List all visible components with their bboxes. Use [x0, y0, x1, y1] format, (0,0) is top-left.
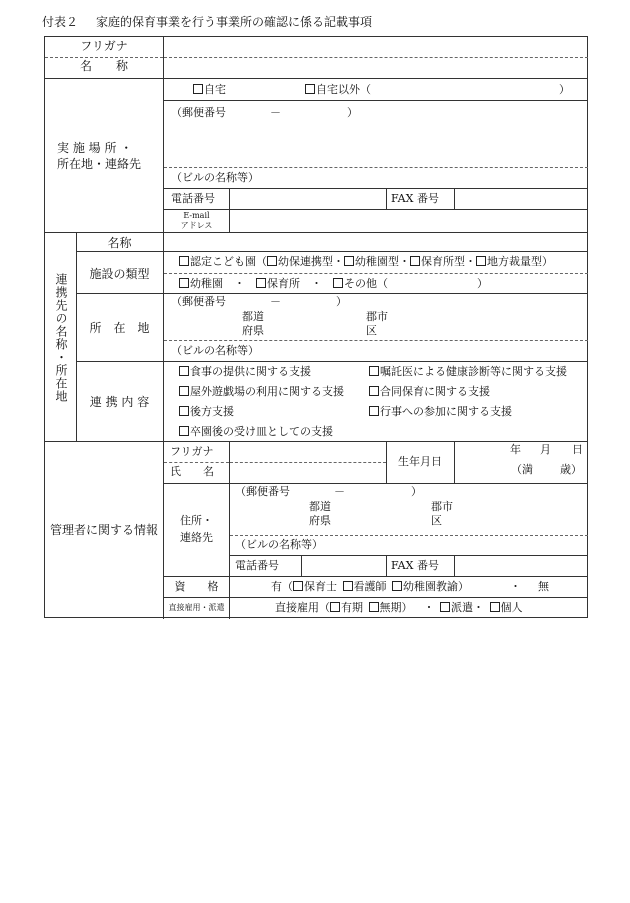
partner-prefecture-bottom: 府県: [242, 324, 264, 337]
site-label-line2: 所在地・連絡先: [57, 157, 142, 171]
site-fax-field[interactable]: [456, 190, 586, 207]
non-home-option[interactable]: 自宅以外（: [305, 83, 371, 97]
fixed-term-checkbox[interactable]: [330, 602, 340, 612]
individual-checkbox[interactable]: [490, 602, 500, 612]
birth-month-label: 月: [540, 443, 551, 456]
partner-building-name[interactable]: （ビルの名称等）: [171, 344, 259, 357]
kindergarten-checkbox[interactable]: [179, 278, 189, 288]
site-email-label-line1: E-mail: [183, 211, 210, 220]
other-type-checkbox[interactable]: [333, 278, 343, 288]
joint-care-checkbox[interactable]: [369, 386, 379, 396]
manager-building-name[interactable]: （ビルの名称等）: [235, 538, 323, 551]
facility-type-line2[interactable]: 幼稚園 ・ 保育所 ・ その他（: [179, 277, 388, 291]
health-check-checkbox[interactable]: [369, 366, 379, 376]
birth-day-label: 日: [572, 443, 583, 456]
qualification-label: 資 格: [174, 580, 219, 593]
backup-checkbox[interactable]: [179, 406, 189, 416]
content-item-playground[interactable]: 屋外遊戯場の利用に関する支援: [179, 385, 344, 399]
manager-phone-field[interactable]: [303, 557, 384, 574]
manager-prefecture-bottom: 府県: [309, 514, 331, 527]
site-postal-code[interactable]: （郵便番号 － ）: [171, 106, 358, 119]
facility-type-label: 施設の類型: [89, 267, 150, 281]
facility-name-field[interactable]: [165, 59, 585, 76]
certified-center-checkbox[interactable]: [179, 256, 189, 266]
partner-name-field[interactable]: [165, 234, 585, 249]
employment-options[interactable]: 直接雇用（ 有期 無期） ・ 派遣・ 個人: [275, 601, 523, 614]
content-item-backup[interactable]: 後方支援: [179, 405, 234, 419]
age-close-label: 歳）: [560, 463, 582, 476]
nursery-type-checkbox[interactable]: [410, 256, 420, 266]
home-checkbox[interactable]: [193, 84, 203, 94]
manager-prefecture-top: 都道: [309, 500, 331, 513]
partner-city-top: 郡市: [366, 310, 388, 323]
manager-phone-label: 電話番号: [235, 559, 279, 572]
manager-address-label-line2: 連絡先: [180, 531, 213, 544]
manager-furigana-field[interactable]: [231, 443, 384, 460]
employment-label: 直接雇用・派遣: [168, 603, 225, 612]
integrated-type-checkbox[interactable]: [267, 256, 277, 266]
partner-postal-code[interactable]: （郵便番号 － ）: [171, 295, 347, 308]
site-phone-field[interactable]: [231, 190, 384, 207]
non-home-checkbox[interactable]: [305, 84, 315, 94]
manager-address-label-line1: 住所・: [180, 514, 213, 527]
site-building-name[interactable]: （ビルの名称等）: [171, 171, 259, 184]
nurse-checkbox[interactable]: [343, 581, 353, 591]
qualification-none[interactable]: 無: [538, 580, 549, 593]
manager-fax-label: FAX 番号: [391, 559, 439, 572]
non-home-close-paren: ）: [559, 83, 570, 96]
manager-name-label: 氏 名: [170, 465, 214, 478]
content-item-health-check[interactable]: 嘱託医による健康診断等に関する支援: [369, 365, 567, 379]
qualification-separator: ・: [510, 580, 521, 593]
content-item-after-graduation[interactable]: 卒園後の受け皿としての支援: [179, 425, 333, 439]
facility-type-line1[interactable]: 認定こども園（ 幼保連携型・ 幼稚園型・ 保育所型・ 地方裁量型）: [179, 255, 553, 269]
site-fax-label: FAX 番号: [391, 192, 439, 205]
furigana-label: フリガナ: [80, 39, 128, 53]
partner-prefecture-top: 都道: [242, 310, 264, 323]
permanent-checkbox[interactable]: [369, 602, 379, 612]
manager-section-label: 管理者に関する情報: [49, 523, 158, 537]
manager-city-bottom: 区: [431, 514, 442, 527]
nursery-teacher-checkbox[interactable]: [293, 581, 303, 591]
birthdate-label: 生年月日: [398, 455, 442, 468]
document-title: 家庭的保育事業を行う事業所の確認に係る記載事項: [96, 15, 373, 29]
kindergarten-teacher-checkbox[interactable]: [392, 581, 402, 591]
appendix-label: 付表２: [42, 15, 79, 29]
birth-year-label: 年: [510, 443, 521, 456]
content-item-meals[interactable]: 食事の提供に関する支援: [179, 365, 311, 379]
dispatch-checkbox[interactable]: [440, 602, 450, 612]
age-open-label: （満: [511, 463, 533, 476]
meals-checkbox[interactable]: [179, 366, 189, 376]
site-email-field[interactable]: [231, 211, 586, 230]
partner-address-label: 所 在 地: [89, 321, 150, 335]
site-email-label-line2: アドレス: [180, 221, 213, 230]
manager-city-top: 郡市: [431, 500, 453, 513]
events-checkbox[interactable]: [369, 406, 379, 416]
manager-furigana-label: フリガナ: [170, 445, 214, 458]
after-graduation-checkbox[interactable]: [179, 426, 189, 436]
furigana-field[interactable]: [165, 39, 585, 55]
partner-content-label: 連 携 内 容: [89, 395, 150, 409]
content-item-events[interactable]: 行事への参加に関する支援: [369, 405, 512, 419]
manager-fax-field[interactable]: [456, 557, 586, 574]
partner-name-label: 名称: [107, 236, 132, 250]
home-option[interactable]: 自宅: [193, 83, 226, 97]
manager-name-field[interactable]: [231, 464, 384, 481]
partner-city-bottom: 区: [366, 324, 377, 337]
manager-postal-code[interactable]: （郵便番号 － ）: [235, 485, 422, 498]
content-item-joint-care[interactable]: 合同保育に関する支援: [369, 385, 490, 399]
qualification-options[interactable]: 有（ 保育士 看護師 幼稚園教諭）: [271, 580, 469, 593]
other-type-close-paren: ）: [477, 277, 488, 290]
facility-name-label: 名 称: [79, 59, 128, 73]
confirmation-form: [44, 36, 588, 618]
local-discretion-type-checkbox[interactable]: [476, 256, 486, 266]
playground-checkbox[interactable]: [179, 386, 189, 396]
document-heading: [42, 13, 372, 30]
partner-section-label: 連携先の名称・所在地: [54, 273, 68, 403]
site-label-line1: 実 施 場 所 ・: [57, 141, 133, 155]
site-phone-label: 電話番号: [171, 192, 215, 205]
kindergarten-type-checkbox[interactable]: [344, 256, 354, 266]
nursery-checkbox[interactable]: [256, 278, 266, 288]
